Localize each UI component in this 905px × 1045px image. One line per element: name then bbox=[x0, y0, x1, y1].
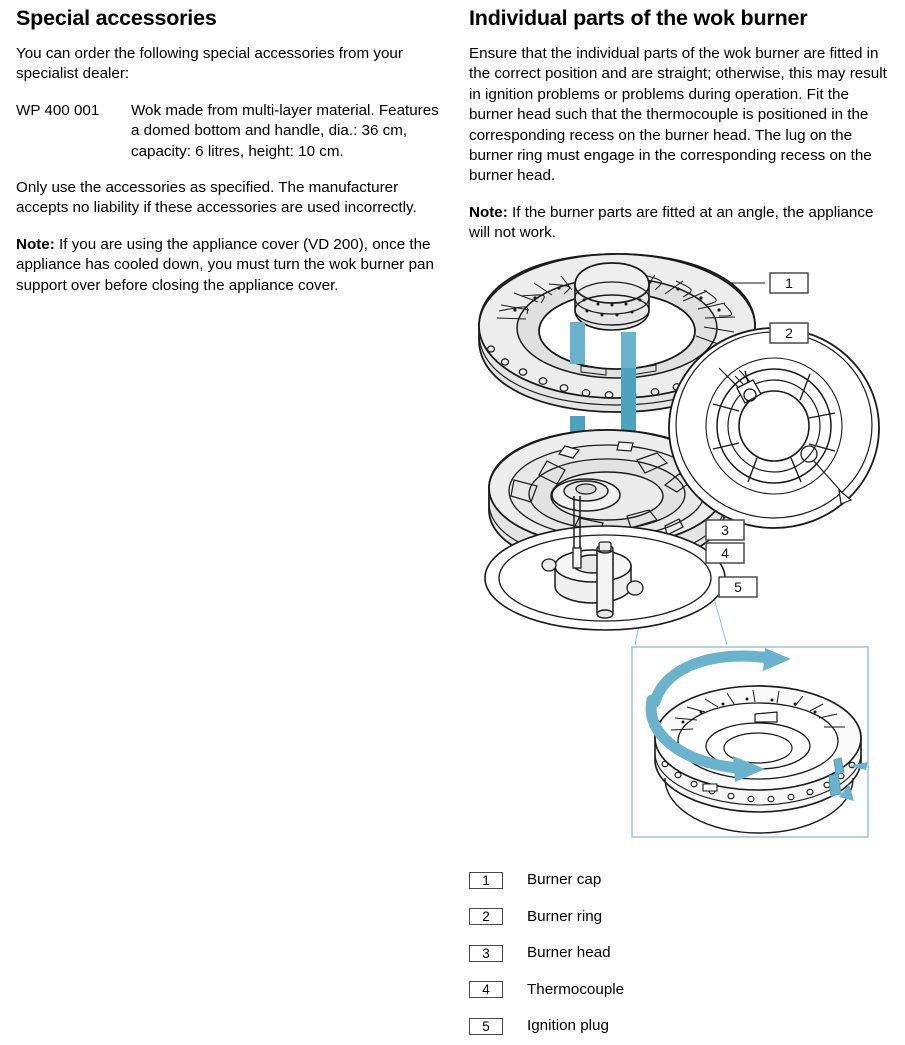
left-column bbox=[16, 6, 442, 296]
note-body: If you are using the appliance cover (VD 200), once the appliance has cooled down, you must turn the wok burner pan support over before closing the appliance cover. bbox=[16, 235, 434, 294]
list-item bbox=[469, 899, 889, 936]
legend-label: Burner head bbox=[527, 944, 611, 962]
legend-number-box: 1 bbox=[469, 872, 503, 889]
burner-head-top-view bbox=[669, 328, 879, 528]
parts-legend bbox=[469, 862, 889, 1045]
legend-number-box: 3 bbox=[469, 945, 503, 962]
accessory-code: WP 400 001 bbox=[16, 101, 100, 119]
list-item bbox=[469, 935, 889, 972]
list-item bbox=[469, 862, 889, 899]
accessory-entry bbox=[16, 101, 442, 162]
svg-text:2: 2 bbox=[785, 325, 793, 341]
legend-label: Thermocouple bbox=[527, 980, 625, 998]
callout-box-1 bbox=[770, 273, 808, 293]
wok-burner-instructions: Ensure that the individual parts of the wok burner are fitted in the correct position and are straight; otherwise, this may result in ignition problems or problems during operation. Fit the burner head such that the thermocouple is positioned in the corresponding recess on the burner head. The lug on the burner ring must engage in the corresponding recess on the burner head. bbox=[469, 45, 887, 185]
callout-box-2 bbox=[770, 323, 808, 343]
svg-text:1: 1 bbox=[785, 275, 793, 291]
svg-text:4: 4 bbox=[721, 545, 729, 561]
legend-label: Burner cap bbox=[527, 871, 602, 889]
svg-text:3: 3 bbox=[721, 522, 729, 538]
note-label: Note: bbox=[469, 203, 508, 221]
callout-box-4 bbox=[706, 543, 744, 563]
liability-text: Only use the accessories as specified. The manufacturer accepts no liability if these accessories are used incorrectly. bbox=[16, 179, 417, 217]
wok-burner-exploded-diagram bbox=[469, 248, 889, 848]
list-item bbox=[469, 972, 889, 1009]
legend-number-box: 4 bbox=[469, 981, 503, 998]
legend-label: Ignition plug bbox=[527, 1017, 609, 1035]
svg-text:5: 5 bbox=[734, 579, 742, 595]
accessory-description: Wok made from multi-layer material. Features a domed bottom and handle, dia.: 36 cm, capacity: 6 litres, height: 10 cm. bbox=[131, 101, 439, 160]
note-appliance-cover bbox=[16, 235, 442, 296]
note-burner-angle bbox=[469, 203, 889, 244]
callout-box-5 bbox=[719, 577, 757, 597]
ignition-plug-part bbox=[597, 542, 613, 618]
legend-number-box: 2 bbox=[469, 908, 503, 925]
legend-label: Burner ring bbox=[527, 907, 603, 925]
legend-number-box: 5 bbox=[469, 1018, 503, 1035]
callout-box-3 bbox=[706, 520, 744, 540]
list-item bbox=[469, 1008, 889, 1045]
note-body: If the burner parts are fitted at an angle, the appliance will not work. bbox=[469, 203, 874, 242]
burner-ring-rotation-inset bbox=[632, 647, 868, 837]
burner-cap-part bbox=[575, 263, 649, 330]
page-title-individual-parts: Individual parts of the wok burner bbox=[469, 6, 808, 30]
accessories-intro-text: You can order the following special accessories from your specialist dealer: bbox=[16, 45, 403, 83]
note-label: Note: bbox=[16, 235, 55, 253]
page-title-special-accessories: Special accessories bbox=[16, 6, 217, 30]
right-column bbox=[469, 6, 889, 244]
